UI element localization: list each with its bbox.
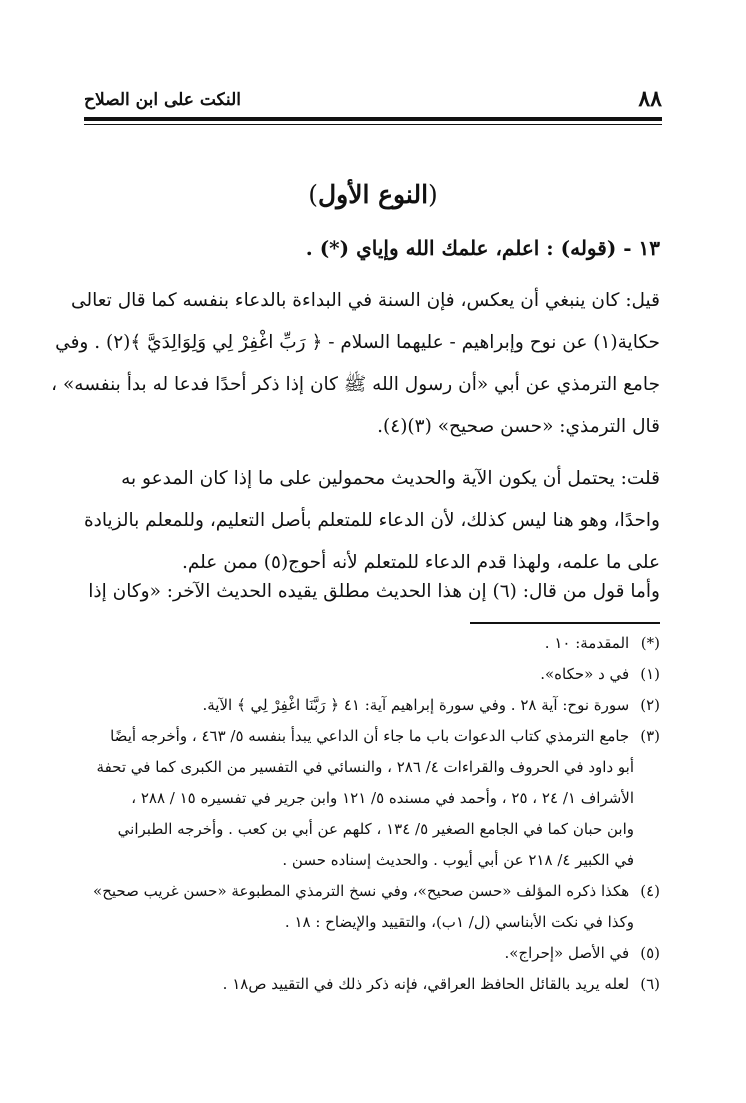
footnote xyxy=(84,938,660,969)
footnote xyxy=(84,690,660,721)
footnote-text: أبو داود في الحروف والقراءات ٤/ ٢٨٦ ، والنسائي في التفسير من الكبرى كما في تحفة xyxy=(96,758,634,776)
footnote xyxy=(84,876,660,907)
footnote xyxy=(84,969,660,1000)
footnote-continuation xyxy=(84,907,660,938)
footnote xyxy=(84,628,660,659)
footnote-text: في الكبير ٤/ ٢١٨ عن أبي أيوب . والحديث إسناده حسن . xyxy=(282,851,634,869)
footnote xyxy=(84,721,660,752)
footnote-text: المقدمة: ١٠ . xyxy=(544,634,630,652)
footnote-text: وابن حبان كما في الجامع الصغير ٥/ ١٣٤ ، كلهم عن أبي بن كعب . وأخرجه الطبراني xyxy=(117,820,634,838)
footnote-mark: (*) xyxy=(640,634,660,652)
header-rule-thin xyxy=(84,124,662,125)
entry-number: ١٣ xyxy=(638,236,660,260)
footnote-text: الأشراف ١/ ٢٤ ، ٢٥ ، وأحمد في مسنده ٥/ ١٢١ وابن جرير في تفسيره ١٥ / ٢٨٨ ، xyxy=(131,789,634,807)
footnote-continuation xyxy=(84,752,660,783)
footnote-text: لعله يريد بالقائل الحافظ العراقي، فإنه ذكر ذلك في التقييد ص١٨ . xyxy=(222,975,630,993)
page-header xyxy=(84,86,662,116)
paragraph-line: قيل: كان ينبغي أن يعكس، فإن السنة في البداءة بالدعاء بنفسه كما قال تعالى xyxy=(71,290,660,311)
paragraph xyxy=(51,280,660,448)
footnote-text: جامع الترمذي كتاب الدعوات باب ما جاء أن الداعي يبدأ بنفسه ٥/ ٤٦٣ ، وأخرجه أيضًا xyxy=(110,727,630,745)
footnote xyxy=(84,659,660,690)
footnotes xyxy=(84,628,660,1000)
quote-text: - (قوله) : اعلم، علمك الله وإياي (*) . xyxy=(305,236,632,260)
paragraph-line: على ما علمه، ولهذا قدم الدعاء للمتعلم لأنه أحوج(٥) ممن علم. xyxy=(181,552,660,573)
paragraph xyxy=(84,571,660,613)
footnote-continuation xyxy=(84,814,660,845)
paragraph xyxy=(84,458,660,584)
footnote-text: وكذا في نكت الأبناسي (ل/ ١ب)، والتقييد والإيضاح : ١٨ . xyxy=(284,913,634,931)
section-heading: (النوع الأول) xyxy=(308,180,438,209)
footnote-mark: (٣) xyxy=(640,727,660,745)
footnote-mark: (٢) xyxy=(640,696,660,714)
paragraph-line: قال الترمذي: «حسن صحيح» (٣)(٤). xyxy=(377,416,660,437)
section-heading-text: النوع الأول xyxy=(317,180,429,209)
footnote-text: هكذا ذكره المؤلف «حسن صحيح»، وفي نسخ الترمذي المطبوعة «حسن غريب صحيح» xyxy=(93,882,630,900)
footnote-mark: (٦) xyxy=(640,975,660,993)
footnote-text: سورة نوح: آية ٢٨ . وفي سورة إبراهيم آية: ٤١ ﴿ رَبَّنَا اغْفِرْ لِي ﴾ الآية. xyxy=(202,696,630,714)
paragraph-line: قلت: يحتمل أن يكون الآية والحديث محمولين على ما إذا كان المدعو به xyxy=(121,468,660,489)
page-number: ٨٨ xyxy=(638,86,662,112)
paragraph-line: جامع الترمذي عن أبي «أن رسول الله ﷺ كان إذا ذكر أحدًا فدعا له بدأ بنفسه» ، xyxy=(51,374,660,395)
footnote-continuation xyxy=(84,845,660,876)
paragraph-line: وأما قول من قال: (٦) إن هذا الحديث مطلق يقيده الحديث الآخر: «وكان إذا xyxy=(88,581,660,602)
paragraph-line: حكاية(١) عن نوح وإبراهيم - عليهما السلام - ﴿ رَبِّ اغْفِرْ لِي وَلِوَالِدَيَّ ﴾(٢) . وفي xyxy=(55,332,660,353)
footnote-continuation xyxy=(84,783,660,814)
paragraph-line: واحدًا، وهو هنا ليس كذلك، لأن الدعاء للمتعلم بأصل التعليم، وللمعلم بالزيادة xyxy=(83,510,660,531)
footnote-separator xyxy=(470,622,660,624)
running-title: النكت على ابن الصلاح xyxy=(84,90,241,110)
quoted-statement xyxy=(84,236,660,260)
footnote-mark: (١) xyxy=(640,665,660,683)
footnote-mark: (٤) xyxy=(640,882,660,900)
footnote-mark: (٥) xyxy=(640,944,660,962)
footnote-text: في الأصل «إحراج». xyxy=(504,944,630,962)
header-rule-thick xyxy=(84,117,662,121)
footnote-text: في د «حكاه». xyxy=(540,665,630,683)
